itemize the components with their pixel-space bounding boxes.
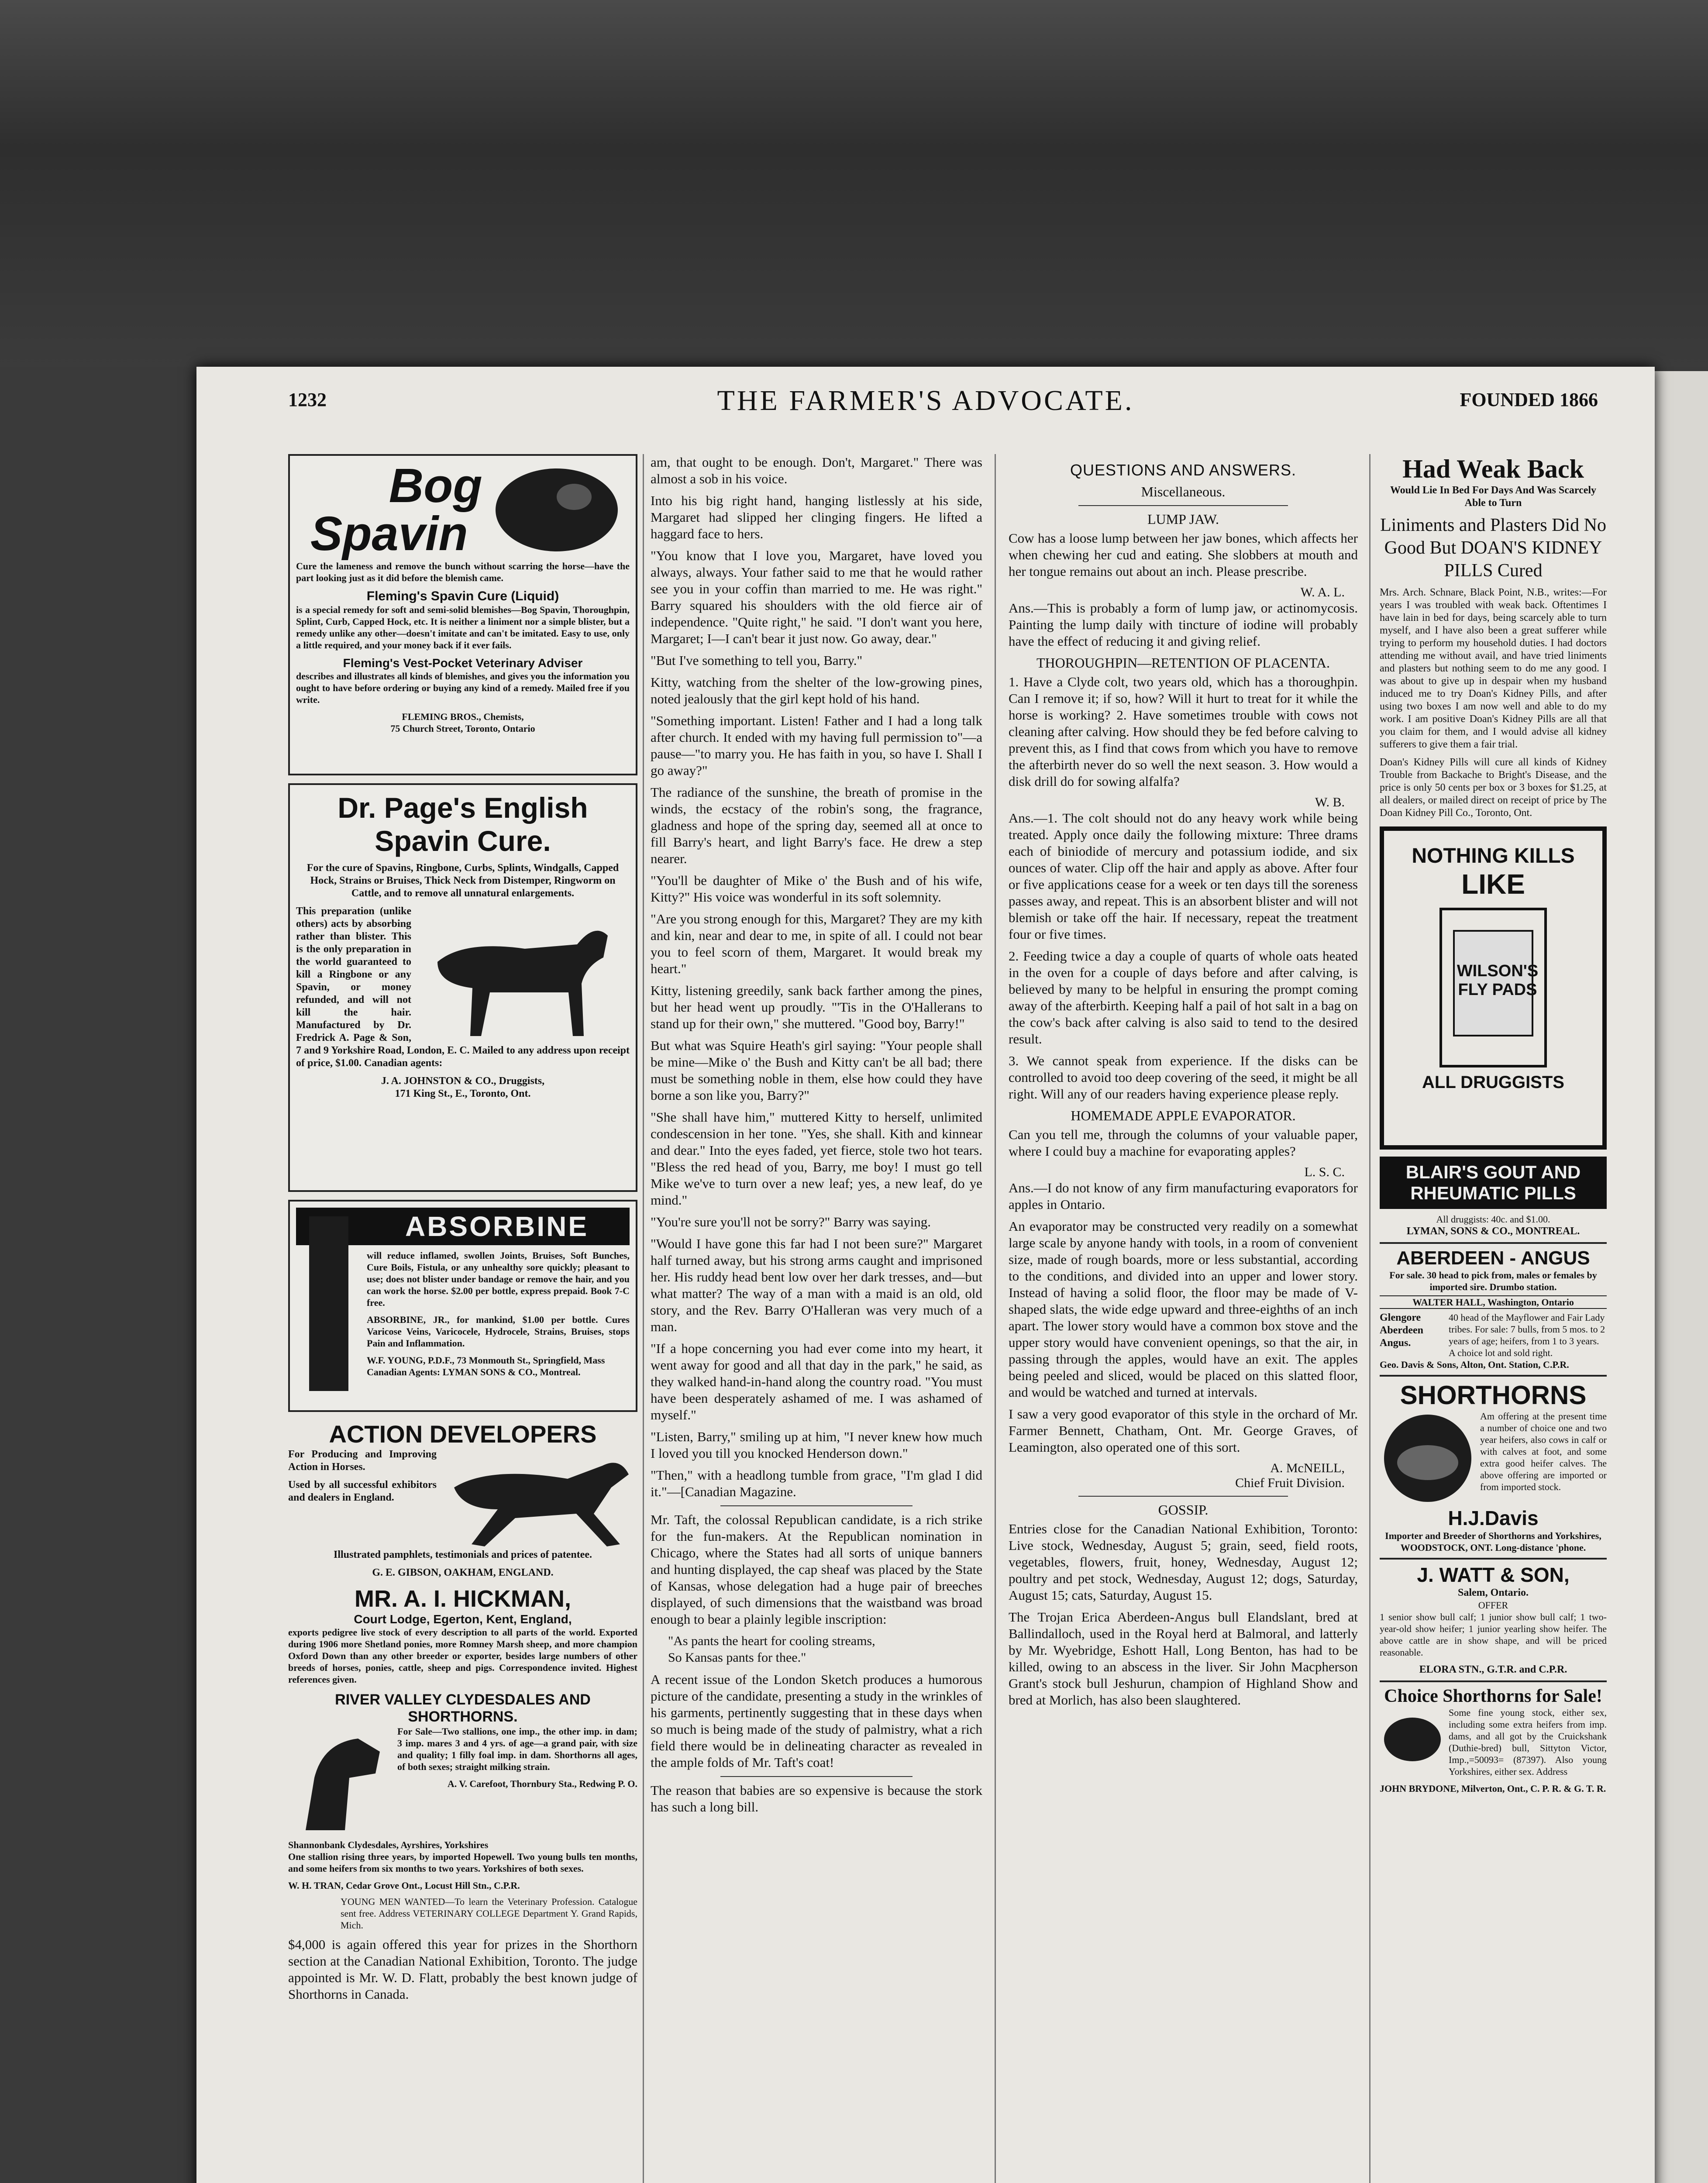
divider	[720, 1776, 913, 1777]
story-paragraph: The radiance of the sunshine, the breath of promise in the winds, the ecstacy of the robin's song, the fragrance, gladness and hope of the spring day, seemed all at once to fill Barry's heart, and light Barry's face. He drew a step nearer.	[651, 785, 982, 866]
absorbine-title: ABSORBINE	[296, 1208, 630, 1245]
shorthorns-davis-ad	[1380, 1375, 1607, 1553]
bog-firm: FLEMING BROS., Chemists,	[402, 711, 524, 722]
brydone-ad	[1380, 1680, 1607, 1794]
qa-subheading: Miscellaneous.	[1141, 484, 1226, 499]
page-header	[196, 384, 1655, 424]
glengore-name: Glengore Aberdeen Angus.	[1380, 1312, 1423, 1349]
trotting-horse-illustration	[437, 1448, 637, 1549]
adjacent-page-edge	[1655, 371, 1708, 2183]
choice-title: Choice Shorthorns for Sale!	[1384, 1686, 1602, 1706]
blairs-line-1: BLAIR'S GOUT AND	[1405, 1162, 1581, 1182]
choice-body: Some fine young stock, either sex, including some extra heifers from imp. dams, and all got by the Cruickshank (Duthie-bred) bull, Sittyton Victor, Imp.,=50093= (87397). Also young Yorkshires, either sex. Address	[1449, 1707, 1607, 1777]
story-paragraph: "She shall have him," muttered Kitty to herself, unlimited condescension in her tone. "Yes, she shall. Kith and kinnear and dear." Into the eyes faded, yet fierce, stole two hot tears. "Bless the red head of you, Barry, me boy! I must go tell Mike we've to turn over a new leaf; yes, a new leaf, do ye mind."	[651, 1109, 982, 1208]
thoroughpin-answer-2: 2. Feeding twice a day a couple of quarts of whole oats heated in the oven for a couple of days before and after calving, is believed by many to be helpful in ensuring the prompt coming away of the afterbirth. Keeping half a pail of hot salt in a bag on the cow's back after calving is also said to tend to the desired result.	[1009, 948, 1358, 1047]
shorthorns-title: SHORTHORNS	[1400, 1381, 1587, 1410]
watt-offer: OFFER	[1478, 1600, 1508, 1611]
absorbine-canadian: Canadian Agents: LYMAN SONS & CO., Montreal.	[367, 1367, 581, 1377]
watt-town: Salem, Ontario.	[1458, 1587, 1529, 1598]
bog-title: Bog	[389, 459, 482, 513]
watt-title: J. WATT & SON,	[1417, 1563, 1570, 1586]
verse-line: "As pants the heart for cooling streams,	[668, 1634, 875, 1648]
action-maker: G. E. GIBSON, OAKHAM, ENGLAND.	[372, 1567, 554, 1578]
choice-owner: JOHN BRYDONE, Milverton, Ont., C. P. R. & G. T. R.	[1380, 1783, 1606, 1794]
dr-page-address: 171 King St., E., Toronto, Ont.	[395, 1088, 531, 1099]
apple-signature-name: A. McNEILL,	[1270, 1461, 1345, 1475]
lump-answer: Ans.—This is probably a form of lump jaw, or actinomycosis. Painting the lump daily with tincture of iodine will probably have the effect of reducing it and giving relief.	[1009, 600, 1358, 649]
sheep-illustration	[1380, 1707, 1445, 1772]
lump-jaw-heading: LUMP JAW.	[1147, 511, 1219, 527]
action-used: Used by all successful exhibitors and dealers in England.	[288, 1479, 437, 1503]
doans-ad	[1380, 454, 1607, 819]
vet-college-ad: YOUNG MEN WANTED—To learn the Veterinary Profession. Catalogue sent free. Address VETERINARY COLLEGE Department Y. Grand Rapids, Mich.	[341, 1896, 637, 1931]
column-3-questions	[1009, 454, 1358, 2183]
story-paragraph: "Something important. Listen! Father and I had a long talk after church. It ended with my having full permission to"—a pause—"to marry you. He has faith in you, so have I. Shall I go away?"	[651, 713, 982, 778]
story-paragraph: "Then," with a headlong tumble from grace, "I'm glad I did it."—[Canadian Magazine.	[651, 1467, 982, 1499]
story-paragraph: Kitty, watching from the shelter of the low-growing pines, noted jealously that the girl kept hold of his hand.	[651, 675, 982, 706]
story-paragraph: "You're sure you'll not be sorry?" Barry was saying.	[651, 1214, 931, 1229]
river-valley-name: A. V. Carefoot, Thornbury Sta., Redwing P. O.	[447, 1778, 637, 1789]
story-paragraph: "You'll be daughter of Mike o' the Bush and of his wife, Kitty?" His voice was wonderful in its soft solemnity.	[651, 873, 982, 905]
bog-intro: Cure the lameness and remove the bunch without scarring the horse—have the part looking just as it did before the blemish came.	[296, 561, 630, 583]
column-rule	[1369, 454, 1371, 2183]
story-paragraph: "Would I have gone this far had I not been sure?" Margaret half turned away, but his strong arms caught and imprisoned her. His ruddy head bent low over her dark tresses, and—but what matter? The way of a man with a maid is an old, old story, and the Rev. Barry O'Halleran was very much of a man.	[651, 1236, 982, 1334]
action-developers-ad	[288, 1420, 637, 1579]
hickman-sub: Court Lodge, Egerton, Kent, England,	[354, 1612, 572, 1626]
wilsons-footer: ALL DRUGGISTS	[1422, 1073, 1564, 1092]
glengore-owner: Geo. Davis & Sons, Alton, Ont. Station, C.P.R.	[1380, 1359, 1569, 1370]
river-valley-ad	[288, 1691, 637, 1790]
action-title: ACTION DEVELOPERS	[329, 1420, 597, 1448]
horse-leg-illustration	[487, 462, 627, 558]
gossip-paragraph: Entries close for the Canadian National Exhibition, Toronto: Live stock, Wednesday, August 5; grain, seed, field roots, vegetables, flowers, fruit, honey, Wednesday, August 12; poultry and pet stock, Wednesday, August 12; dogs, Saturday, August 15; cats, Saturday, August 15.	[1009, 1521, 1358, 1603]
wilsons-line-1: NOTHING KILLS	[1412, 844, 1575, 868]
dr-page-agents: J. A. JOHNSTON & CO., Druggists,	[381, 1075, 545, 1087]
aberdeen-title: ABERDEEN - ANGUS	[1396, 1247, 1590, 1269]
column-rule	[643, 454, 644, 2183]
hickman-body: exports pedigree live stock of every description to all parts of the world. Exported during 1906 more Shetland ponies, more Romney Marsh sheep, and more champion Oxford Down than any other breeder or exporter, besides large numbers of other breeds of horses, ponies, cattle, sheep and pigs. Correspondence invited. Highest references given.	[288, 1627, 637, 1685]
wilsons-badge-2: FLY PADS	[1458, 981, 1537, 999]
apple-answer-3: I saw a very good evaporator of this style in the orchard of Mr. Farmer Bennett, Chatham, Ont. Mr. George Graves, of Leamington, also operated one of this sort.	[1009, 1406, 1358, 1455]
dr-page-title-1: Dr. Page's English	[337, 792, 588, 824]
doans-sub: Would Lie In Bed For Days And Was Scarcely Able to Turn	[1390, 485, 1597, 509]
bog-address: 75 Church Street, Toronto, Ontario	[390, 723, 535, 734]
story-paragraph: Into his big right hand, hanging listlessly at his side, Margaret had slipped her clinging fingers. He lifted a haggard face to hers.	[651, 493, 982, 541]
story-paragraph: "Listen, Barry," smiling up at him, "I never knew how much I loved you till you knocked Henderson down."	[651, 1429, 982, 1461]
watt-station: ELORA STN., G.T.R. and C.P.R.	[1419, 1664, 1567, 1675]
sketch-paragraph: A recent issue of the London Sketch produces a humorous picture of the candidate, presenting a study in the wrinkles of his garments, pertinently suggesting that in these days when so much is being made of the study of palmistry, what a rich field there would be in delineating character as revealed in the ample folds of Mr. Taft's coat!	[651, 1672, 982, 1770]
story-paragraph: But what was Squire Heath's girl saying: "Your people shall be mine—Mike o' the Bush and Kitty can't be all bad; there must be something noble in them, else how could they have borne a son like you, Barry?"	[651, 1038, 982, 1103]
river-valley-body: For Sale—Two stallions, one imp., the other imp. in dam; 3 imp. mares 3 and 4 yrs. of age—a grand pair, with size and quality; 1 filly foal imp. in dam. Shorthorns all ages, of both sexes; straight milking strain.	[397, 1726, 637, 1772]
horse-head-illustration	[288, 1725, 393, 1839]
shannonbank-name: W. H. TRAN, Cedar Grove Ont., Locust Hill Stn., C.P.R.	[288, 1880, 520, 1891]
dr-page-ad	[288, 783, 637, 1192]
absorbine-jr: ABSORBINE, JR., for mankind, $1.00 per bottle. Cures Varicose Veins, Varicocele, Hydrocele, Strains, Bruises, stops Pain and Inflammation.	[367, 1314, 630, 1349]
spavin-title: Spavin	[310, 507, 468, 561]
dr-page-title-2: Spavin Cure.	[375, 825, 551, 857]
shannonbank-body: One stallion rising three years, by imported Hopewell. Two young bulls ten months, and some heifers from six months to two years. Yorkshires of both sexes.	[288, 1851, 637, 1874]
column-1-ads	[288, 454, 637, 2183]
story-paragraph: "But I've something to tell you, Barry."	[651, 653, 863, 668]
doans-closing: Doan's Kidney Pills will cure all kinds of Kidney Trouble from Backache to Bright's Disease, and the price is only 50 cents per box or 3 boxes for $1.25, at all dealers, or mailed direct on receipt of price by The Doan Kidney Pill Co., Toronto, Ont.	[1380, 757, 1607, 819]
bog-adviser-body: describes and illustrates all kinds of blemishes, and gives you the information you ought to have before ordering or buying any kind of a remedy. Mailed free if you write.	[296, 671, 630, 705]
story-paragraph: "Are you strong enough for this, Margaret? They are my kith and kin, near and dear to me, in spite of all. I could not bear you to feel scorn of them, Margaret. It would break my heart."	[651, 911, 982, 976]
blairs-line-2: RHEUMATIC PILLS	[1410, 1183, 1576, 1203]
gossip-paragraph: The Trojan Erica Aberdeen-Angus bull Elandslant, bred at Ballindalloch, used in the Royal herd at Balmoral, and latterly by Mr. Wyebridge, Eshott Hall, Long Benton, has had to be killed, owing to an abscess in the liver. Sir John Macpherson Grant's stock bull Jeshurun, champion of Highland Show and bred at Morlich, has also been slaughtered.	[1009, 1609, 1358, 1708]
wilsons-line-2: LIKE	[1461, 868, 1525, 900]
divider	[720, 1505, 913, 1506]
glengore-body: 40 head of the Mayflower and Fair Lady tribes. For sale: 7 bulls, from 5 mos. to 2 years of age; heifers, from 1 to 3 years. A choice lot and sold right.	[1449, 1312, 1605, 1358]
column-rule	[995, 454, 996, 2183]
wilsons-fly-pads-ad	[1380, 826, 1607, 1150]
bog-body: is a special remedy for soft and semi-solid blemishes—Bog Spavin, Thoroughpin, Splint, Curb, Capped Hock, etc. It is neither a liniment nor a simple blister, but a remedy unlike any other—doesn't imitate and can't be imitated. Easy to use, only a little required, and your money back if it ever fails.	[296, 604, 630, 651]
apple-evaporator-heading: HOMEMADE APPLE EVAPORATOR.	[1071, 1108, 1296, 1123]
taft-paragraph: Mr. Taft, the colossal Republican candidate, is a rich strike for the fun-makers. At the Republican nomination in Chicago, where the States had all sorts of unique banners and hunting displayed, the cap sheaf was placed by the State of Kansas, whose delegation had a huge pair of breeches displayed, of such dimensions that the waistband was broad enough to bear a plainly legible inscription:	[651, 1512, 982, 1627]
thoroughpin-signature: W. B.	[1315, 795, 1345, 809]
absorbine-body: will reduce inflamed, swollen Joints, Bruises, Soft Bunches, Cure Boils, Fistula, or any unhealthy sore quickly; pleasant to use; does not blister under bandage or remove the hair, and you can work the horse. $2.00 per bottle, express prepaid. Book 7-C free.	[367, 1250, 630, 1308]
aberdeen-sub: For sale. 30 head to pick from, males or females by imported sire. Drumbo station.	[1389, 1270, 1597, 1292]
blairs-ad	[1380, 1157, 1607, 1209]
doans-headline: Liniments and Plasters Did No Good But DOAN'S KIDNEY PILLS Cured	[1380, 515, 1606, 581]
horse-standing-illustration	[296, 1208, 362, 1395]
shorthorns-town: WOODSTOCK, ONT. Long-distance 'phone.	[1400, 1542, 1586, 1553]
apple-signature: L. S. C.	[1304, 1165, 1345, 1179]
prize-note: $4,000 is again offered this year for prizes in the Shorthorn section at the Canadian National Exhibition, Toronto. The judge appointed is Mr. W. D. Flatt, probably the best known judge of Shorthorns in Canada.	[288, 1937, 637, 2002]
action-lead: For Producing and Improving Action in Horses.	[288, 1449, 437, 1473]
verse-line: So Kansas pants for thee."	[668, 1650, 806, 1665]
story-paragraph: am, that ought to be enough. Don't, Margaret." There was almost a sob in his voice.	[651, 455, 982, 486]
scan-background-top	[0, 0, 1708, 367]
apple-signature-title: Chief Fruit Division.	[1235, 1476, 1345, 1490]
doans-body: Mrs. Arch. Schnare, Black Point, N.B., writes:—For years I was troubled with weak back. Oftentimes I have lain in bed for days, being scarcely able to turn myself, and I have also been a great sufferer while trying to perform my household duties. I had doctors attending me without avail, and have tried liniments and plasters but nothing seem to do me any good. I was about to give up in despair when my husband induced me to try Doan's Kidney Pills, and after using two boxes I am now well and able to do my work. I am positive Doan's Kidney Pills are all that you claim for them, and I would advise all kidney sufferers to give them a fair trial.	[1380, 587, 1607, 750]
page-number: 1232	[288, 389, 327, 410]
thoroughpin-question: 1. Have a Clyde colt, two years old, which has a thoroughpin. Can I remove it; if so, how? Will it hurt to treat for it while the horse is working? 2. Have sometimes trouble with cows not cleaning after calving. How should they be fed before calving to prevent this, as I find that cows from which you have to remove the afterbirth never do so well the next season. 3. How would a disk drill do for sowing alfalfa?	[1009, 674, 1358, 789]
shorthorns-desc: Importer and Breeder of Shorthorns and Yorkshires,	[1385, 1530, 1601, 1541]
bog-adviser: Fleming's Vest-Pocket Veterinary Adviser	[343, 656, 583, 670]
watt-ad	[1380, 1558, 1607, 1676]
column-4-ads	[1380, 454, 1607, 2183]
column-2-story	[651, 454, 982, 2183]
story-paragraph: "If a hope concerning you had ever come into my heart, it went away for good and all that day in the park," he said, as they walked hand-in-hand along the country road. "You must have been desperately ashamed of me. I was ashamed of myself."	[651, 1341, 982, 1422]
river-valley-title: RIVER VALLEY CLYDESDALES AND SHORTHORNS.	[335, 1691, 591, 1725]
aberdeen-owner: WALTER HALL, Washington, Ontario	[1380, 1295, 1607, 1309]
dr-page-body: This preparation (unlike others) acts by absorbing rather than blister. This is the only preparation in the world guaranteed to kill a Ringbone or any Spavin, or money refunded, and will not kill the hair. Manufactured by Dr. Fredrick A. Page & Son, 7 and 9 Yorkshire Road, London, E. C. Mailed to any address upon receipt of price, $1.00. Canadian agents:	[296, 906, 630, 1069]
story-paragraph: Kitty, listening greedily, sank back farther among the pines, but her head went up proudly. "'Tis in the O'Hallerans to stand up for their own," she muttered. "Good boy, Barry!"	[651, 983, 982, 1031]
bog-spavin-ad	[288, 454, 637, 775]
babies-paragraph: The reason that babies are so expensive is because the stork has such a long bill.	[651, 1783, 982, 1815]
shannonbank-title: Shannonbank Clydesdales, Ayrshires, Yorkshires	[288, 1839, 489, 1850]
hickman-title: MR. A. I. HICKMAN,	[355, 1586, 571, 1612]
shorthorns-body: Am offering at the present time a number of choice one and two year heifers, also cows in calf or with calves at foot, and some extra good heifer calves. The above offering are imported or from imported stock.	[1480, 1411, 1607, 1492]
thoroughpin-answer-1: Ans.—1. The colt should not do any heavy work while being treated. Apply once daily the following mixture: Three drams each of biniodide of mercury and potassium iodide, and six ounces of water. Clip off the hair and apply as above. After four or five applications cease for a week or ten days till the soreness passes away, and repeat. This is an absorbent blister and will not blemish or take off the hair. If necessary, repeat the treatment four or five times.	[1009, 810, 1358, 942]
wilsons-badge-1: WILSON'S	[1457, 962, 1539, 980]
gossip-heading: GOSSIP.	[1158, 1502, 1209, 1518]
apple-answer-2: An evaporator may be constructed very readily on a somewhat large scale by anyone handy with tools, in a room of convenient size, made of rough boards, more or less substantial, according to the conditions, and divided into an upper and lower story. Instead of having a solid floor, the floor may be made of V-shaped slats, the wide edge upward and three-eighths of an inch apart. The lower story would have a common box stove and the upper story would have convenient openings, so that the air, in passing through the apples, would have an exit. The apples being peeled and sliced, would be placed on this slatted floor, and would be watched and turned at intervals.	[1009, 1219, 1358, 1400]
shannonbank-ad	[288, 1839, 637, 1891]
bull-illustration	[1380, 1410, 1476, 1506]
qa-heading: QUESTIONS AND ANSWERS.	[1070, 461, 1297, 479]
founded-label: FOUNDED 1866	[1460, 389, 1598, 410]
absorbine-ad	[288, 1200, 637, 1412]
watt-body: 1 senior show bull calf; 1 junior show bull calf; 1 two-year-old show heifer; 1 junior yearling show heifer. The above cattle are in show shape, and will be priced reasonable.	[1380, 1611, 1607, 1658]
blairs-agents: LYMAN, SONS & CO., MONTREAL.	[1406, 1226, 1580, 1237]
apple-answer-1: Ans.—I do not know of any firm manufacturing evaporators for apples in Ontario.	[1009, 1180, 1358, 1212]
lump-signature: W. A. L.	[1300, 585, 1345, 599]
divider	[1078, 1496, 1288, 1497]
absorbine-maker: W.F. YOUNG, P.D.F., 73 Monmouth St., Springfield, Mass	[367, 1355, 605, 1366]
dr-page-lead: For the cure of Spavins, Ringbone, Curbs, Splints, Windgalls, Capped Hock, Strains or Bruises, Thick Neck from Distemper, Ringworm on Cattle, and to remove all unnatural enlargements.	[306, 862, 619, 899]
bog-product: Fleming's Spavin Cure (Liquid)	[366, 589, 559, 603]
thoroughpin-answer-3: 3. We cannot speak from experience. If the disks can be controlled to avoid too deep covering of the seed, it might be all right. Will any of our readers having experience please reply.	[1009, 1053, 1358, 1102]
action-illus: Illustrated pamphlets, testimonials and prices of patentee.	[334, 1549, 592, 1560]
story-paragraph: "You know that I love you, Margaret, have loved you always, always. Your father said to me that he would rather see you in your coffin than married to me. He was right." Barry squared his shoulders with the old fierce air of independence. "Quite right," he said. "I don't want you here, Margaret; I—I can't bear it just now. Go away, dear."	[651, 548, 982, 646]
aberdeen-angus-ad	[1380, 1242, 1607, 1370]
lump-question: Cow has a loose lump between her jaw bones, which affects her when chewing her cud and eating. She slobbers at mouth and her tongue remains out about an inch. Please prescribe.	[1009, 530, 1358, 579]
newspaper-page	[196, 367, 1655, 2183]
apple-question: Can you tell me, through the columns of your valuable paper, where I could buy a machine for evaporating apples?	[1009, 1127, 1358, 1159]
divider	[1078, 505, 1288, 506]
shorthorns-name: H.J.Davis	[1448, 1507, 1539, 1529]
hickman-ad	[288, 1585, 637, 1685]
thoroughpin-heading: THOROUGHPIN—RETENTION OF PLACENTA.	[1036, 655, 1330, 671]
page-title: THE FARMER'S ADVOCATE.	[717, 385, 1134, 417]
doans-title: Had Weak Back	[1402, 455, 1584, 483]
horse-illustration	[411, 905, 630, 1040]
blairs-sub: All druggists: 40c. and $1.00.	[1436, 1214, 1550, 1225]
